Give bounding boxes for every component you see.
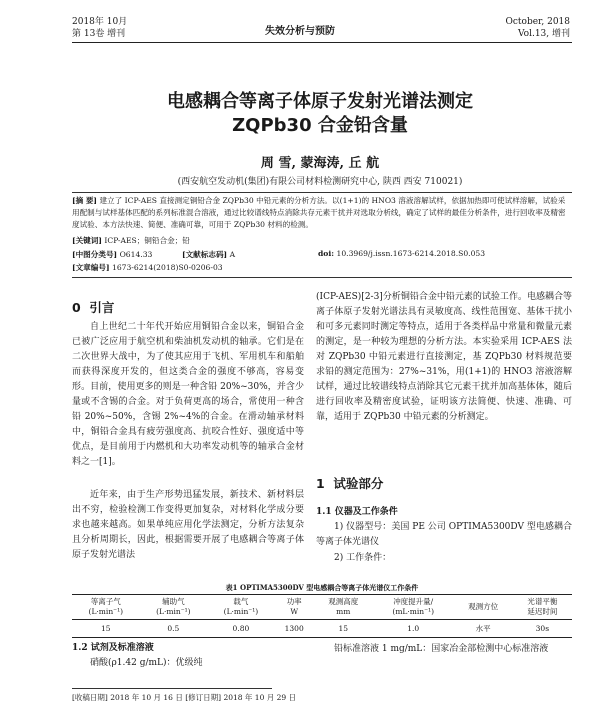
affiliation: (西安航空发动机(集团)有限公司材料检测研究中心, 陕西 西安 710021) xyxy=(177,177,463,187)
table-1-cell: 1.0 xyxy=(373,620,454,638)
authors: 周 雪, 蒙海涛, 丘 航 xyxy=(260,156,380,171)
reagent-nitric-acid: 硝酸(ρ1.42 g/mL)：优级纯 xyxy=(90,658,203,668)
document-code xyxy=(182,249,235,260)
section-1-title: 试验部分 xyxy=(333,476,384,491)
header-volume-en: Vol.13, 增刊 xyxy=(517,29,570,39)
footnote-rule xyxy=(72,688,272,689)
clc-label: [中图分类号] xyxy=(72,250,118,259)
document-code-label: [文献标志码] xyxy=(182,250,228,259)
document-code-value: A xyxy=(229,250,236,259)
clc-value: O614.33 xyxy=(119,250,153,259)
section-intro-title: 引言 xyxy=(89,300,115,315)
table-1-cell: 0.5 xyxy=(140,620,208,638)
table-1 xyxy=(72,594,572,638)
article-number-line xyxy=(72,262,223,273)
table-1-cell: 15 xyxy=(314,620,373,638)
article-number-value: 1673-6214(2018)S0-0206-03 xyxy=(111,263,223,272)
table-1-cell: 30s xyxy=(513,620,572,638)
article-number-label: [文章编号] xyxy=(72,263,110,272)
header-date-en: October, 2018 xyxy=(505,17,570,27)
doi-value: 10.3969/j.issn.1673-6214.2018.S0.053 xyxy=(336,249,486,258)
table-1-header-row xyxy=(72,595,572,620)
journal-name: 失效分析与预防 xyxy=(265,26,335,37)
reagent-lead-standard: 铅标准溶液 1 mg/mL：国家冶金部检测中心标准溶液 xyxy=(334,644,549,654)
table-1-header-cell: 辅助气 (L·min⁻¹) xyxy=(140,595,208,620)
header-right xyxy=(506,16,570,40)
table-1-caption: 表1 OPTIMA5300DV 型电感耦合等离子体光谱仪工作条件 xyxy=(225,583,419,592)
abstract-label: [摘 要] xyxy=(72,196,98,205)
doi xyxy=(318,249,485,258)
table-1-header-cell: 观测高度 mm xyxy=(314,595,373,620)
keywords-label: [关键词] xyxy=(72,236,102,245)
table-1-header-cell: 载气 (L·min⁻¹) xyxy=(207,595,275,620)
keywords xyxy=(72,235,572,247)
table-1-data-row xyxy=(72,620,572,638)
section-intro-number: 0 xyxy=(72,300,81,315)
intro-paragraph-2: 近年来，由于生产形势迅猛发展，新技术、新材料层出不穷，检验检测工作变得更加复杂，对材料化学成分要求也越来越高。如果单纯应用化学法测定，分析方法复杂且分析周期长，因此，根据需要开展了电感耦合等离子体原子发射光谱法 xyxy=(72,490,304,560)
intro-paragraph-3: (ICP-AES)[2-3]分析铜铅合金中铅元素的试验工作。电感耦合等离子体原子发射光谱法具有灵敏度高、线性范围宽、基体干扰小和可多元素同时测定等特点，适用于各类样品中常量和微量元素的测定，是一种较为理想的分析方法。本实验采用 ICP-AES 法对 ZQPb30 中铅元素进行直接测定，基 ZQPb30 材料规范要求铅的测定范围为：27%~31%，用(1+1)的 HNO3 溶液溶解试样，通过比较谱线特点消除其它元素干扰并加高基体体，随后进行回收率及精密度试验，证明该方法简便、快速、准确、可靠，适用于 ZQPb30 中铅元素的分析测定。 xyxy=(316,292,572,422)
working-conditions: 2) 工作条件： xyxy=(334,553,392,563)
paper-title-line-2: ZQPb30 合金铅含量 xyxy=(232,115,408,136)
abstract-top-rule xyxy=(72,192,572,193)
section-intro-heading xyxy=(72,298,114,316)
keywords-text: ICP-AES；铜铅合金；铅 xyxy=(104,236,190,245)
header-date-cn: 2018年 10月 xyxy=(72,17,128,27)
table-1-header-cell: 光谱平衡 延迟时间 xyxy=(513,595,572,620)
abstract-text: 建立了 ICP-AES 直接测定铜铅合金 ZQPb30 中铅元素的分析方法。以(1+1)的 HNO3 溶液溶解试样，依据加热即可使试样溶解，试验采用配制与试样基体匹配的系列标准混合溶液，通过比较谱线特点消除共存元素干扰并对选取分析线，确定了试样的最佳分析条件，进行回收率及精密度试验、本方法快速、简便、准确可靠，可用于 ZQPb30 材料的检测。 xyxy=(72,196,566,229)
table-1-cell: 0.80 xyxy=(207,620,275,638)
subsection-1-2-title: 1.2 试剂及标准溶液 xyxy=(72,643,154,653)
table-1-cell: 1300 xyxy=(275,620,314,638)
abstract-bottom-rule xyxy=(72,277,572,278)
table-1-header-cell: 观测方位 xyxy=(454,595,513,620)
table-1-header-cell: 功率 W xyxy=(275,595,314,620)
table-1-header-cell: 等离子气 (L·min⁻¹) xyxy=(72,595,140,620)
header-volume-cn: 第 13卷 增刊 xyxy=(72,29,126,39)
section-1-heading xyxy=(316,474,383,492)
abstract xyxy=(72,195,572,231)
intro-paragraph-1: 自上世纪二十年代开始应用铜铅合金以来，铜铅合金已被广泛应用于航空机和柴油机发动机的轴承。它们是在二次世界大战中，为了使其应用于飞机、军用机车和船舶而获得深度开发的，但这类合金的强度不够高，容易变形。目前，使用更多的则是一种含铅 20%~30%，并含少量或不含锡的合金。对于负荷更高的场合，常使用一种含铅 20%~50%，含锡 2%~4%的合金。在滑动轴承材料中，铜铅合金具有疲劳强度高、抗咬合性好、强度适中等优点，是目前用于内燃机和大功率发动机等的轴承合金材料之一[1]。 xyxy=(72,322,304,467)
table-1-header-cell: 冲度提升量/ (mL·min⁻¹) xyxy=(373,595,454,620)
doi-label: doi: xyxy=(318,249,335,258)
table-1-cell: 15 xyxy=(72,620,140,638)
clc xyxy=(72,249,152,260)
header-rule xyxy=(72,42,572,43)
subsection-1-1-title: 1.1 仪器及工作条件 xyxy=(316,507,398,517)
table-1-cell: 水平 xyxy=(454,620,513,638)
received-revised-dates: [收稿日期] 2018 年 10 月 16 日 [修订日期] 2018 年 10 月 29 日 xyxy=(72,693,297,702)
instrument-model: 1) 仪器型号：美国 PE 公司 OPTIMA5300DV 型电感耦合等离子体光谱仪 xyxy=(316,522,572,547)
section-1-number: 1 xyxy=(316,476,325,491)
paper-title-line-1: 电感耦合等离子体原子发射光谱法测定 xyxy=(167,91,473,112)
